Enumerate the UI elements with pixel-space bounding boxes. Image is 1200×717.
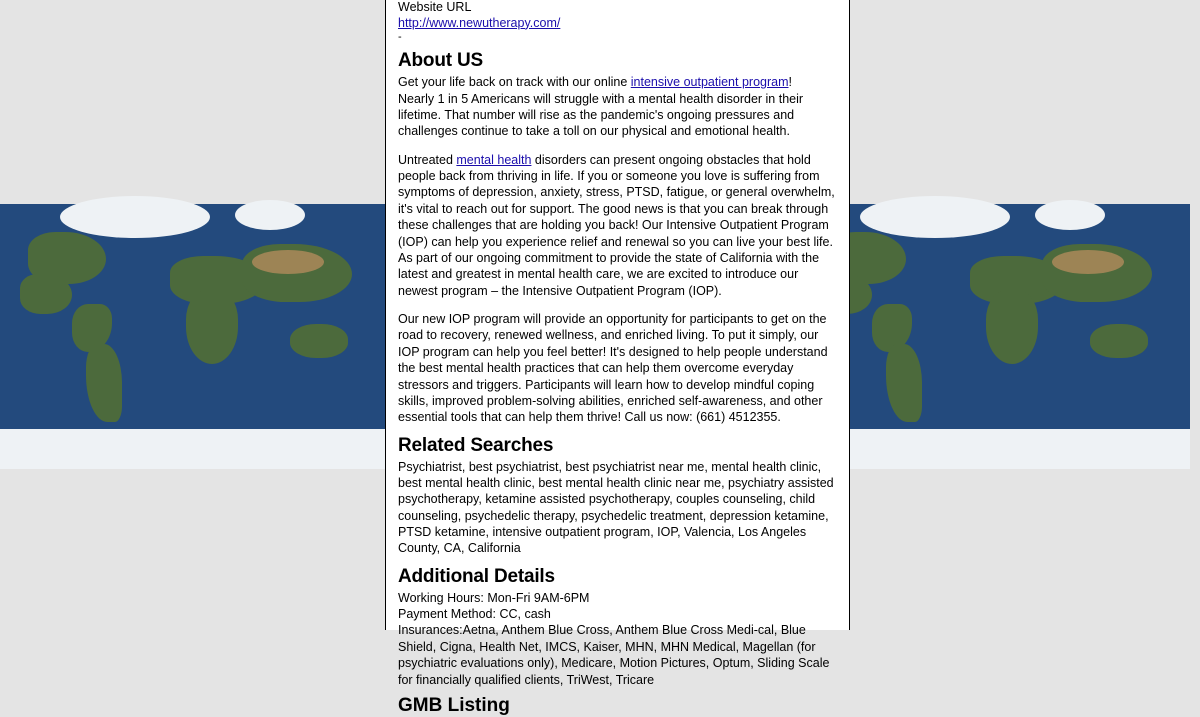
about-us-tagline-suffix: ! (788, 75, 792, 90)
world-map-tile (0, 204, 390, 459)
about-us-paragraph-3: Our new IOP program will provide an opportunity for participants to get on the road to recovery, renewed wellness, and enriched living. To put it simply, our IOP program can help you feel better! It's designed to help people understand the best mental health practices that can help them overcome everyday stressors and triggers. Participants will learn how to develop mindful coping skills, improved problem-solving abilities, enriched self-awareness, and other essential tools that can help them thrive! Call us now: (661) 4512355. (398, 312, 828, 425)
related-searches-heading: Related Searches (398, 434, 554, 456)
insurances-text: Insurances:Aetna, Anthem Blue Cross, Anthem Blue Cross Medi-cal, Blue Shield, Cigna, Health Net, IMCS, Kaiser, MHN, MHN Medical, Magellan (for psychiatric evaluations only), Medicare, Motion Pictures, Optum, Sliding Scale for financially qualified clients, TriWest, Tricare (398, 623, 830, 687)
about-us-paragraph-2-prefix: Untreated (398, 152, 457, 167)
working-hours-text: Working Hours: Mon-Fri 9AM-6PM (398, 590, 590, 605)
about-us-paragraph-2-rest: disorders can present ongoing obstacles that hold people back from thriving in life. If you or someone you love is suffering from symptoms of depression, anxiety, stress, PTSD, fatigue, or general overwhelm, it's vital to reach out for support. The good news is that you can break through these challenges that are holding you back! Our Intensive Outpatient Program (IOP) can help you experience relief and renewal so you can live your best life. As part of our ongoing commitment to provide the state of California with the latest and greatest in mental health care, we are excited to introduce our newest program – the Intensive Outpatient Program (IOP). (398, 152, 835, 298)
gmb-listing-heading: GMB Listing (398, 694, 510, 716)
about-us-paragraph-1: Nearly 1 in 5 Americans will struggle with a mental health disorder in their lifetime. That number will rise as the pandemic's ongoing pressures and challenges continue to take a toll on our physical and emotional health. (398, 91, 804, 139)
payment-method-text: Payment Method: CC, cash (398, 607, 551, 621)
website-url-label: Website URL (398, 0, 472, 14)
about-us-tagline-prefix: Get your life back on track with our online (398, 75, 631, 90)
about-us-heading: About US (398, 50, 483, 72)
world-map-tile (790, 204, 1190, 459)
related-searches-text: Psychiatrist, best psychiatrist, best psychiatrist near me, mental health clinic, best mental health clinic, best mental health clinic near me, psychiatry assisted psychotherapy, ketamine assisted psychotherapy, couples counseling, child counseling, psychedelic therapy, psychedelic treatment, depression ketamine, PTSD ketamine, intensive outpatient program, IOP, Valencia, Los Angeles County, CA, California (398, 459, 834, 556)
website-url-row (398, 16, 837, 32)
website-url-link[interactable]: http://www.newutherapy.com/ (398, 15, 561, 30)
dash-separator: - (398, 31, 402, 44)
additional-details-heading: Additional Details (398, 565, 555, 587)
intensive-outpatient-program-link[interactable]: intensive outpatient program (630, 75, 789, 90)
document-body (385, 0, 850, 716)
about-us-paragraph-2 (398, 152, 837, 299)
about-us-tagline (398, 74, 837, 90)
mental-health-link[interactable]: mental health (456, 152, 532, 167)
